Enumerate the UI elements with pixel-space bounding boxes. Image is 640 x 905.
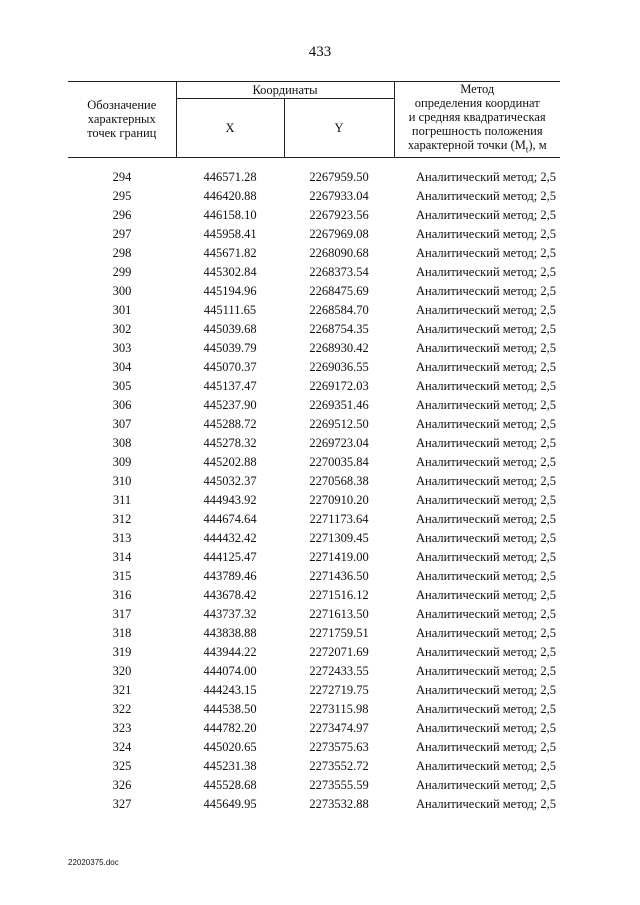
method-cell: Аналитический метод; 2,5 [416, 568, 556, 583]
table-row [68, 282, 560, 301]
table-row [68, 377, 560, 396]
x-cell: 446158.10 [203, 207, 257, 222]
point-cell: 324 [112, 739, 132, 754]
x-cell: 443944.22 [203, 644, 257, 659]
x-cell: 445070.37 [203, 359, 257, 374]
point-cell: 302 [112, 321, 132, 336]
table-row [68, 738, 560, 757]
method-header-line: и средняя квадратическая [408, 110, 546, 124]
y-cell: 2271419.00 [309, 549, 369, 564]
y-cell: 2269512.50 [309, 416, 369, 431]
y-cell: 2269351.46 [309, 397, 369, 412]
point-cell: 316 [112, 587, 132, 602]
document-filename: 22020375.doc [68, 858, 119, 867]
table-row [68, 757, 560, 776]
x-cell: 444782.20 [203, 720, 257, 735]
point-cell: 312 [112, 511, 132, 526]
method-cell: Аналитический метод; 2,5 [416, 625, 556, 640]
method-cell: Аналитический метод; 2,5 [416, 340, 556, 355]
point-cell: 317 [112, 606, 132, 621]
x-cell: 444432.42 [203, 530, 257, 545]
method-cell: Аналитический метод; 2,5 [416, 226, 556, 241]
table-row [68, 681, 560, 700]
table-row [68, 700, 560, 719]
point-header-line: точек границ [87, 126, 157, 141]
method-cell: Аналитический метод; 2,5 [416, 264, 556, 279]
table-row [68, 157, 560, 187]
method-cell: Аналитический метод; 2,5 [416, 188, 556, 203]
point-cell: 295 [112, 188, 132, 203]
point-cell: 319 [112, 644, 132, 659]
table-row [68, 244, 560, 263]
x-cell: 443737.32 [203, 606, 257, 621]
table-row [68, 339, 560, 358]
table-row [68, 776, 560, 795]
method-cell: Аналитический метод; 2,5 [416, 758, 556, 773]
table-row [68, 206, 560, 225]
point-cell: 314 [112, 549, 132, 564]
method-header-text: ), м [528, 138, 547, 152]
y-cell: 2268090.68 [309, 245, 369, 260]
point-cell: 294 [112, 169, 132, 184]
method-header-line: Метод [460, 82, 495, 96]
point-cell: 315 [112, 568, 132, 583]
point-cell: 307 [112, 416, 132, 431]
y-cell: 2267969.08 [309, 226, 369, 241]
x-cell: 444538.50 [203, 701, 257, 716]
y-cell: 2273115.98 [309, 701, 369, 716]
x-cell: 445528.68 [203, 777, 257, 792]
table-row [68, 795, 560, 814]
method-cell: Аналитический метод; 2,5 [416, 302, 556, 317]
method-cell: Аналитический метод; 2,5 [416, 397, 556, 412]
x-cell: 445231.38 [203, 758, 257, 773]
method-cell: Аналитический метод; 2,5 [416, 359, 556, 374]
point-cell: 326 [112, 777, 132, 792]
table-row [68, 605, 560, 624]
point-cell: 321 [112, 682, 132, 697]
table-row [68, 643, 560, 662]
table-row [68, 263, 560, 282]
x-cell: 445039.68 [203, 321, 257, 336]
table-row [68, 548, 560, 567]
y-cell: 2273555.59 [309, 777, 369, 792]
y-cell: 2268373.54 [309, 264, 369, 279]
y-cell: 2271759.51 [309, 625, 369, 640]
y-cell: 2273532.88 [309, 796, 369, 811]
point-header-line: характерных [87, 112, 156, 127]
y-cell: 2268475.69 [309, 283, 369, 298]
y-cell: 2270035.84 [309, 454, 369, 469]
x-cell: 444674.64 [203, 511, 257, 526]
table-row [68, 662, 560, 681]
method-cell: Аналитический метод; 2,5 [416, 606, 556, 621]
table-row [68, 567, 560, 586]
point-cell: 311 [112, 492, 132, 507]
point-cell: 299 [112, 264, 132, 279]
method-cell: Аналитический метод; 2,5 [416, 492, 556, 507]
x-cell: 445649.95 [203, 796, 257, 811]
y-cell: 2272433.55 [309, 663, 369, 678]
method-cell: Аналитический метод; 2,5 [416, 549, 556, 564]
method-header-line: определения координат [414, 96, 540, 110]
method-cell: Аналитический метод; 2,5 [416, 701, 556, 716]
table-row [68, 472, 560, 491]
table-row [68, 187, 560, 206]
y-cell: 2273474.97 [309, 720, 369, 735]
method-cell: Аналитический метод; 2,5 [416, 378, 556, 393]
x-cell: 445111.65 [203, 302, 257, 317]
x-cell: 444243.15 [203, 682, 257, 697]
method-cell: Аналитический метод; 2,5 [416, 720, 556, 735]
y-cell: 2267923.56 [309, 207, 369, 222]
x-cell: 445671.82 [203, 245, 257, 260]
point-cell: 304 [112, 359, 132, 374]
method-header-line: погрешность положения [411, 124, 543, 138]
y-cell: 2271613.50 [309, 606, 369, 621]
method-cell: Аналитический метод; 2,5 [416, 473, 556, 488]
table-header [68, 82, 560, 158]
table-row [68, 225, 560, 244]
point-cell: 300 [112, 283, 132, 298]
method-cell: Аналитический метод; 2,5 [416, 454, 556, 469]
table-row [68, 301, 560, 320]
point-cell: 306 [112, 397, 132, 412]
y-cell: 2267933.04 [309, 188, 369, 203]
y-cell: 2271516.12 [309, 587, 369, 602]
y-cell: 2268584.70 [309, 302, 369, 317]
x-cell: 445278.32 [203, 435, 257, 450]
method-cell: Аналитический метод; 2,5 [416, 587, 556, 602]
page-number: 433 [308, 44, 332, 60]
point-cell: 325 [112, 758, 132, 773]
y-cell: 2272719.75 [309, 682, 369, 697]
y-cell: 2268930.42 [309, 340, 369, 355]
method-cell: Аналитический метод; 2,5 [416, 796, 556, 811]
point-cell: 322 [112, 701, 132, 716]
y-cell: 2269723.04 [309, 435, 369, 450]
method-cell: Аналитический метод; 2,5 [416, 682, 556, 697]
x-cell: 443838.88 [203, 625, 257, 640]
point-cell: 303 [112, 340, 132, 355]
coordinates-table [68, 81, 560, 814]
point-designation-header [68, 82, 176, 158]
coordinates-header: Координаты [176, 82, 394, 99]
x-cell: 446571.28 [203, 169, 257, 184]
method-cell: Аналитический метод; 2,5 [416, 739, 556, 754]
method-cell: Аналитический метод; 2,5 [416, 321, 556, 336]
point-header-line: Обозначение [87, 98, 157, 113]
y-cell: 2270910.20 [309, 492, 369, 507]
point-cell: 309 [112, 454, 132, 469]
method-header-line [395, 138, 561, 157]
x-cell: 445020.65 [203, 739, 257, 754]
point-cell: 320 [112, 663, 132, 678]
point-cell: 313 [112, 530, 132, 545]
table-body [68, 157, 560, 814]
method-header [394, 82, 560, 158]
method-cell: Аналитический метод; 2,5 [416, 169, 556, 184]
table-row [68, 510, 560, 529]
table-row [68, 320, 560, 339]
y-cell: 2270568.38 [309, 473, 369, 488]
x-cell: 445039.79 [203, 340, 257, 355]
x-cell: 445194.96 [203, 283, 257, 298]
y-cell: 2273552.72 [309, 758, 369, 773]
point-cell: 298 [112, 245, 132, 260]
x-cell: 445237.90 [203, 397, 257, 412]
y-header: Y [284, 99, 394, 157]
y-cell: 2272071.69 [309, 644, 369, 659]
x-cell: 443789.46 [203, 568, 257, 583]
point-cell: 310 [112, 473, 132, 488]
point-cell: 323 [112, 720, 132, 735]
x-cell: 443678.42 [203, 587, 257, 602]
point-cell: 301 [112, 302, 132, 317]
method-cell: Аналитический метод; 2,5 [416, 207, 556, 222]
table-row [68, 415, 560, 434]
x-cell: 444943.92 [203, 492, 257, 507]
table-row [68, 358, 560, 377]
method-header-subscript: t [525, 144, 529, 155]
x-header: X [176, 99, 284, 157]
point-cell: 327 [112, 796, 132, 811]
table-row [68, 434, 560, 453]
method-cell: Аналитический метод; 2,5 [416, 644, 556, 659]
x-cell: 445958.41 [203, 226, 257, 241]
point-cell: 296 [112, 207, 132, 222]
y-cell: 2269036.55 [309, 359, 369, 374]
method-cell: Аналитический метод; 2,5 [416, 283, 556, 298]
table-row [68, 491, 560, 510]
x-cell: 444125.47 [203, 549, 257, 564]
table-row [68, 586, 560, 605]
x-cell: 444074.00 [203, 663, 257, 678]
point-cell: 318 [112, 625, 132, 640]
method-cell: Аналитический метод; 2,5 [416, 416, 556, 431]
table-row [68, 529, 560, 548]
x-cell: 445288.72 [203, 416, 257, 431]
y-cell: 2271173.64 [309, 511, 369, 526]
y-cell: 2271436.50 [309, 568, 369, 583]
method-header-text: характерной точки (M [407, 138, 526, 152]
point-cell: 305 [112, 378, 132, 393]
x-cell: 445302.84 [203, 264, 257, 279]
y-cell: 2269172.03 [309, 378, 369, 393]
method-cell: Аналитический метод; 2,5 [416, 245, 556, 260]
method-cell: Аналитический метод; 2,5 [416, 777, 556, 792]
x-cell: 445032.37 [203, 473, 257, 488]
method-cell: Аналитический метод; 2,5 [416, 530, 556, 545]
point-cell: 297 [112, 226, 132, 241]
point-cell: 308 [112, 435, 132, 450]
table-row [68, 719, 560, 738]
y-cell: 2267959.50 [309, 169, 369, 184]
y-cell: 2271309.45 [309, 530, 369, 545]
method-cell: Аналитический метод; 2,5 [416, 511, 556, 526]
method-cell: Аналитический метод; 2,5 [416, 435, 556, 450]
x-cell: 445202.88 [203, 454, 257, 469]
table-row [68, 624, 560, 643]
table-row [68, 396, 560, 415]
x-cell: 445137.47 [203, 378, 257, 393]
y-cell: 2273575.63 [309, 739, 369, 754]
x-cell: 446420.88 [203, 188, 257, 203]
table-row [68, 453, 560, 472]
method-cell: Аналитический метод; 2,5 [416, 663, 556, 678]
y-cell: 2268754.35 [309, 321, 369, 336]
